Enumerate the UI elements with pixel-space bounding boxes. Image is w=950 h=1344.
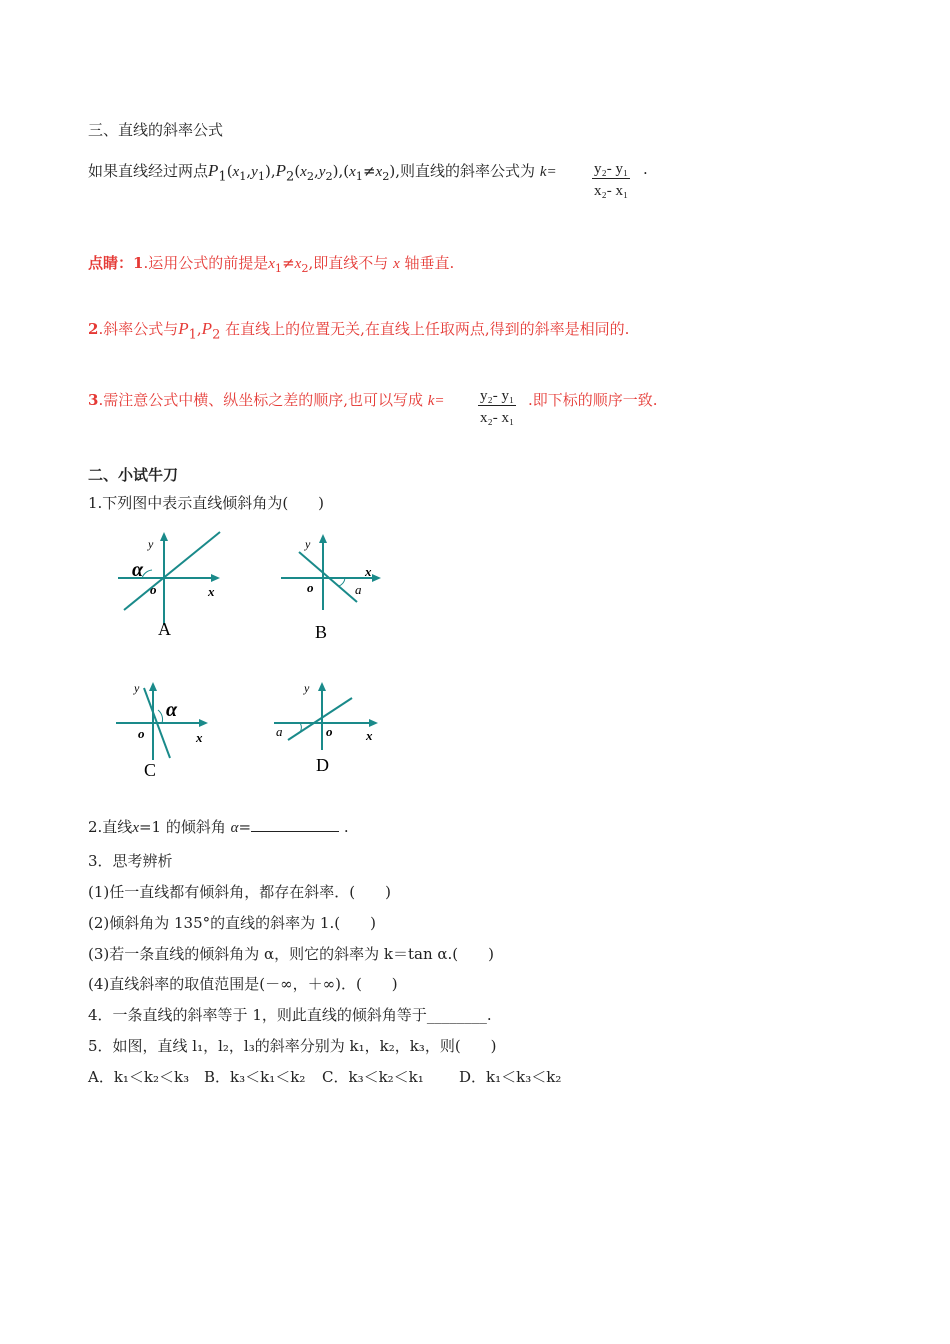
slope-fraction-alt [478, 388, 516, 427]
svg-text:x: x [196, 730, 203, 745]
slope-fraction [592, 161, 630, 200]
question-3-item: (1)任一直线都有倾斜角，都存在斜率．( ) [88, 883, 391, 901]
question-5-option: D．k₁＜k₃＜k₂ [459, 1068, 562, 1086]
svg-text:o: o [326, 724, 333, 739]
question-4: 4．一条直线的斜率等于 1，则此直线的倾斜角等于________. [88, 1006, 492, 1024]
question-3-item: (2)倾斜角为 135°的直线的斜率为 1.( ) [88, 914, 376, 932]
angle-label: a [355, 582, 362, 597]
question-5-option: B．k₃＜k₁＜k₂ [204, 1068, 306, 1086]
section-title: 二、小试牛刀 [88, 466, 179, 484]
svg-text:y: y [148, 537, 154, 551]
figure-a [110, 530, 230, 645]
slope-formula-statement: 如果直线经过两点$P1(x_1,y_1),P2(x_2,y_2),(x_1\ne x_2)$,则直线的斜率公式为 k= [88, 161, 557, 185]
section-title: 三、直线的斜率公式 [88, 121, 224, 139]
fraction-numerator: y₂- y₁ [594, 161, 629, 177]
svg-text:o: o [150, 582, 157, 597]
question-5-option: A．k₁＜k₂＜k₃ [88, 1068, 190, 1086]
svg-text:y: y [134, 681, 140, 695]
option-label: C [144, 760, 157, 780]
note-3-tail: .即下标的顺序一致. [528, 391, 658, 409]
question-5-option: C．k₃＜k₂＜k₁ [322, 1068, 424, 1086]
option-label: A [158, 619, 171, 639]
figure-b [275, 530, 390, 645]
svg-text:y: y [305, 537, 311, 551]
figure-d [270, 678, 385, 788]
figure-c [110, 678, 220, 788]
svg-text:o: o [138, 726, 145, 741]
svg-text:x: x [365, 564, 372, 579]
svg-text:o: o [307, 580, 314, 595]
note-2: 2.斜率公式与P1,P2 在直线上的位置无关,在直线上任取两点,得到的斜率是相同的. [88, 319, 630, 343]
option-label: B [315, 622, 328, 642]
angle-label: α [166, 699, 178, 721]
note-3: 3.需注意公式中横、纵坐标之差的顺序,也可以写成 k= [88, 391, 445, 409]
fraction-denominator: x₂- x₁ [480, 410, 515, 426]
fraction-numerator: y₂- y₁ [480, 388, 515, 404]
question-1: 1.下列图中表示直线倾斜角为( ) [88, 494, 325, 512]
question-3-item: (3)若一条直线的倾斜角为 α，则它的斜率为 k＝tan α.( ) [88, 945, 495, 963]
question-2: 2.直线x=1 的倾斜角 α= . [88, 818, 349, 836]
svg-text:x: x [366, 728, 373, 743]
question-3-title: 3．思考辨析 [88, 852, 173, 870]
formula-period: . [643, 160, 648, 178]
option-label: D [316, 755, 329, 775]
angle-label: a [276, 724, 283, 739]
angle-label: α [132, 559, 144, 581]
svg-text:y: y [304, 681, 310, 695]
question-5: 5．如图，直线 l₁，l₂，l₃的斜率分别为 k₁，k₂，k₃，则( ) [88, 1037, 497, 1055]
note-1: 点睛：1.运用公式的前提是$x_1\ne x_2$,即直线不与 x 轴垂直. [88, 254, 455, 275]
svg-text:x: x [208, 584, 215, 599]
answer-blank[interactable] [251, 831, 339, 832]
question-3-item: (4)直线斜率的取值范围是(－∞，＋∞)．( ) [88, 975, 398, 993]
fraction-denominator: x₂- x₁ [594, 183, 629, 199]
